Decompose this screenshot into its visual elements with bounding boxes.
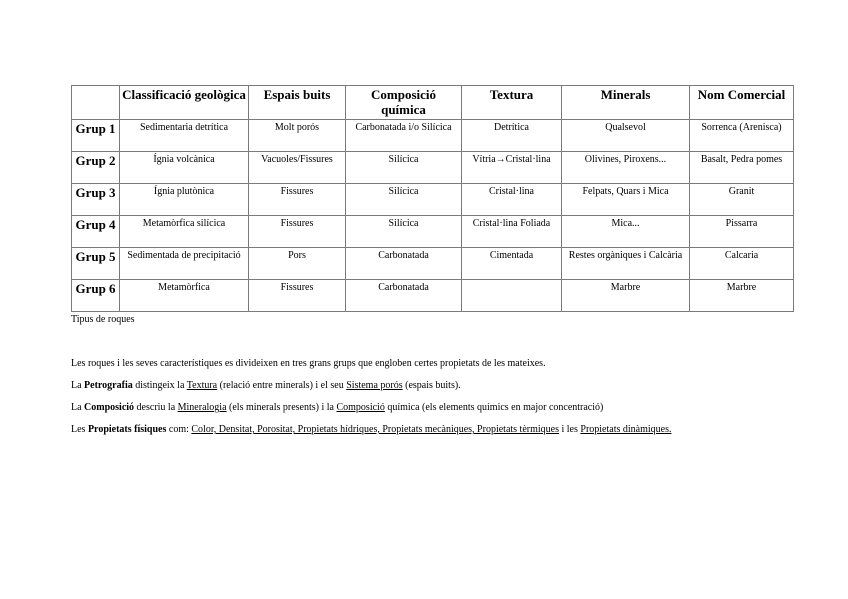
- table-cell: Restes orgàniques i Calcària: [562, 248, 690, 280]
- table-cell: Basalt, Pedra pomes: [690, 152, 794, 184]
- term-mineralogia: Mineralogia: [177, 402, 227, 413]
- table-cell: Qualsevol: [562, 120, 690, 152]
- table-cell: Vítria→Cristal·lina: [462, 152, 562, 184]
- table-cell: Fissures: [249, 216, 346, 248]
- group-cell: Grup 5: [72, 248, 120, 280]
- table-cell: Felpats, Quars i Mica: [562, 184, 690, 216]
- table-cell: Carbonatada: [346, 280, 462, 312]
- table-cell: Sorrenca (Arenisca): [690, 120, 794, 152]
- table-cell: Ígnia volcànica: [120, 152, 249, 184]
- paragraph-intro: Les roques i les seves característiques es divideixen en tres grans grups que engloben certes propietats de les mateixes.: [71, 358, 546, 369]
- text-run: (espais buits).: [402, 380, 461, 391]
- term-composicio: Composició: [84, 402, 135, 413]
- text-run: (relació entre minerals) i el seu: [217, 380, 347, 391]
- group-cell: Grup 2: [72, 152, 120, 184]
- table-cell: Calcaria: [690, 248, 794, 280]
- table-header-row: [72, 86, 794, 120]
- term-propietats-fisiques: Propietats físiques: [87, 424, 167, 435]
- table-cell: Silícica: [346, 216, 462, 248]
- table-cell: Marbre: [690, 280, 794, 312]
- table-cell: Mica...: [562, 216, 690, 248]
- table-cell: Marbre: [562, 280, 690, 312]
- term-sistema-poros: Sistema porós: [346, 380, 403, 391]
- term-petrografia: Petrografia: [84, 380, 133, 391]
- table-cell: Cristal·lina Foliada: [462, 216, 562, 248]
- text-run: química (els elements químics en major concentració): [384, 402, 604, 413]
- group-cell: Grup 4: [72, 216, 120, 248]
- term-composicio-quimica: Composició: [336, 402, 385, 413]
- table-cell: Silícica: [346, 152, 462, 184]
- header-composition: Composició química: [346, 86, 462, 120]
- paragraph-petrography: [71, 379, 461, 392]
- text-run: descriu la: [134, 402, 178, 413]
- table-cell: Granit: [690, 184, 794, 216]
- table-cell: Carbonatada i/o Silícica: [346, 120, 462, 152]
- term-textura: Textura: [186, 380, 218, 391]
- term-propietats-dinamiques: Propietats dinàmiques.: [580, 424, 672, 435]
- header-minerals: Minerals: [562, 86, 690, 120]
- table-cell: Cimentada: [462, 248, 562, 280]
- table-cell: Carbonatada: [346, 248, 462, 280]
- text-run: La: [71, 380, 85, 391]
- paragraph-physical-properties: [71, 423, 672, 436]
- header-empty: [72, 86, 120, 120]
- table-row: [72, 184, 794, 216]
- table-cell: Fissures: [249, 184, 346, 216]
- table-cell: Metamòrfica: [120, 280, 249, 312]
- table-cell: [462, 280, 562, 312]
- paragraph-composition: [71, 401, 603, 414]
- table-cell: Ígnia plutònica: [120, 184, 249, 216]
- table-caption: Tipus de roques: [71, 314, 135, 325]
- text-run: La: [71, 402, 85, 413]
- text-run: Les: [71, 424, 88, 435]
- group-cell: Grup 1: [72, 120, 120, 152]
- text-run: com:: [166, 424, 192, 435]
- table-row: [72, 216, 794, 248]
- table-cell: Sedimentada de precipitació: [120, 248, 249, 280]
- text-run: i les: [559, 424, 581, 435]
- rock-types-table: [71, 85, 794, 312]
- table-cell: Fissures: [249, 280, 346, 312]
- table-row: [72, 248, 794, 280]
- table-row: [72, 280, 794, 312]
- header-commercial-name: Nom Comercial: [690, 86, 794, 120]
- table-row: [72, 152, 794, 184]
- text-run: (els minerals presents) i la: [226, 402, 337, 413]
- group-cell: Grup 3: [72, 184, 120, 216]
- table-cell: Cristal·lina: [462, 184, 562, 216]
- header-texture: Textura: [462, 86, 562, 120]
- header-voids: Espais buits: [249, 86, 346, 120]
- term-properties-list: Color, Densitat, Porositat, Propietats hídriques, Propietats mecàniques, Propietats tèrmiques: [191, 424, 559, 435]
- table-cell: Sedimentaria detrítica: [120, 120, 249, 152]
- table-cell: Olivines, Piroxens...: [562, 152, 690, 184]
- header-classification: Classificació geològica: [120, 86, 249, 120]
- group-cell: Grup 6: [72, 280, 120, 312]
- table-cell: Molt porós: [249, 120, 346, 152]
- text-run: distingeix la: [132, 380, 187, 391]
- table-cell: Metamòrfica silícica: [120, 216, 249, 248]
- table-cell: Vacuoles/Fissures: [249, 152, 346, 184]
- table-cell: Pors: [249, 248, 346, 280]
- table-cell: Detrítica: [462, 120, 562, 152]
- table-cell: Pissarra: [690, 216, 794, 248]
- table-row: [72, 120, 794, 152]
- table-cell: Silícica: [346, 184, 462, 216]
